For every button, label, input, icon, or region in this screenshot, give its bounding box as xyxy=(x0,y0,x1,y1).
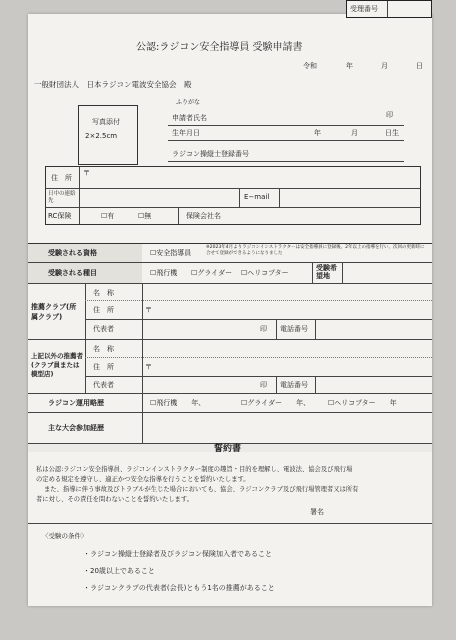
birth-month: 月 xyxy=(351,129,358,137)
date-month: 月 xyxy=(381,62,388,70)
applicant-seal: 印 xyxy=(386,111,393,119)
rc-history-label: ラジコン運用略歴 xyxy=(48,399,104,407)
history-airplane[interactable]: ☐飛行機 年、 xyxy=(150,399,206,407)
condition-item: ・20歳以上であること xyxy=(83,567,155,575)
contact-table xyxy=(45,166,421,225)
birth-date-label: 生年月日 xyxy=(172,129,200,137)
reception-number-box xyxy=(346,0,432,18)
club-name-label: 名 称 xyxy=(93,289,114,297)
rc-pilot-registration-label: ラジコン操縦士登録番号 xyxy=(172,150,249,158)
address-label: 住 所 xyxy=(51,174,72,182)
other-recommender-label: 上記以外の推薦者(クラブ員または模型店) xyxy=(31,352,83,378)
insurance-yes-checkbox[interactable]: ☐有 xyxy=(101,212,115,220)
safety-instructor-checkbox[interactable]: ☐安全指導員 xyxy=(150,249,192,257)
history-helicopter[interactable]: ☐ヘリコプター 年 xyxy=(328,399,397,407)
exam-type-label: 受験される種目 xyxy=(48,269,97,277)
other-seal: 印 xyxy=(260,381,267,389)
club-phone-label: 電話番号 xyxy=(280,325,308,333)
other-phone-label: 電話番号 xyxy=(280,381,308,389)
recommend-club-label: 推薦クラブ(所属クラブ) xyxy=(31,303,77,321)
address-postal: 〒 xyxy=(83,169,90,177)
qualification-note: ※2023年4月よりラジコンインストラクターは安全指導員に登録後、2年以上の指導を行い、次回の更新時に合せて登録ができるようになりました xyxy=(206,245,425,256)
history-glider[interactable]: ☐グライダー 年、 xyxy=(241,399,311,407)
furigana-label: ふりがな xyxy=(176,99,201,106)
photo-box xyxy=(78,105,138,165)
club-address-postal: 〒 xyxy=(145,306,152,314)
club-rep-label: 代表者 xyxy=(93,325,114,333)
email-label: E−mail xyxy=(244,193,270,201)
addressee: 一般財団法人 日本ラジコン電波安全協会 殿 xyxy=(34,80,192,89)
rc-insurance-label: RC保険 xyxy=(48,212,72,220)
birth-day: 日生 xyxy=(385,129,399,137)
day-contact-label: 日中の連絡先 xyxy=(48,191,76,204)
pledge-line-1: 私は公認:ラジコン安全指導員、ラジコンインストラクター制度の趣旨・目的を理解し、電波法、協会及び飛行場 xyxy=(36,466,353,473)
type-airplane-checkbox[interactable]: ☐飛行機 xyxy=(150,269,178,277)
competition-history-label: 主な大会参加経歴 xyxy=(48,424,104,432)
photo-size: 2×2.5cm xyxy=(85,132,118,140)
club-seal: 印 xyxy=(260,325,267,333)
type-helicopter-checkbox[interactable]: ☐ヘリコプター xyxy=(241,269,289,277)
application-sheet xyxy=(28,14,432,606)
condition-item: ・ラジコン操縦士登録者及びラジコン保険加入者であること xyxy=(83,550,272,558)
page-title: 公認:ラジコン安全指導員 受験申請書 xyxy=(136,42,303,53)
insurance-no-checkbox[interactable]: ☐無 xyxy=(138,212,152,220)
applicant-name-label: 申請者氏名 xyxy=(172,114,207,122)
condition-item: ・ラジコンクラブの代表者(会長)ともう1名の推薦があること xyxy=(83,584,275,592)
other-rep-label: 代表者 xyxy=(93,381,114,389)
signature-label: 署名 xyxy=(310,508,324,516)
reception-number-label: 受理番号 xyxy=(350,5,378,13)
pledge-line-4: 者に対し、その責任を問わないことを誓約いたします。 xyxy=(36,496,193,503)
date-era: 令和 xyxy=(303,62,317,70)
conditions-title: 〈受験の条件〉 xyxy=(42,532,88,540)
other-address-label: 住 所 xyxy=(93,363,114,371)
other-name-label: 名 称 xyxy=(93,345,114,353)
pledge-title: 誓約書 xyxy=(214,444,242,454)
date-year: 年 xyxy=(346,62,353,70)
exam-qualification-label: 受験される資格 xyxy=(48,249,97,257)
insurer-name-label: 保険会社名 xyxy=(186,212,221,220)
exam-site-label: 受験希望地 xyxy=(316,264,337,280)
type-glider-checkbox[interactable]: ☐グライダー xyxy=(191,269,233,277)
pledge-line-3: また、指導に伴う事故及びトラブルが生じた場合においても、協会、ラジコンクラブ及び飛行場管理者又は所有 xyxy=(44,486,359,493)
birth-year: 年 xyxy=(314,129,321,137)
club-address-label: 住 所 xyxy=(93,306,114,314)
photo-label: 写真添付 xyxy=(92,118,120,126)
pledge-line-2: の定める規定を遵守し、適正かつ安全な指導を行うことを誓約いたします。 xyxy=(36,476,250,483)
other-address-postal: 〒 xyxy=(145,363,152,371)
date-day: 日 xyxy=(416,62,423,70)
